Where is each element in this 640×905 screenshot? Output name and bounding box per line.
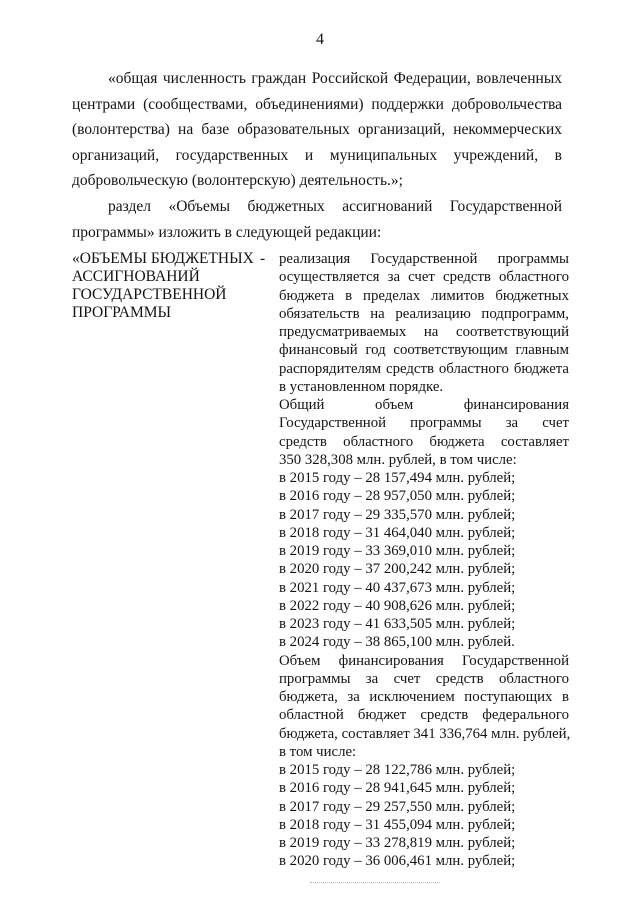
text-line: «общая численность граждан Российской Федерации, вовлеченных	[108, 70, 562, 87]
text-line: осуществляется за счет средств областного	[279, 269, 569, 286]
text-line: программы за счет средств областного	[279, 670, 569, 687]
year-line: в 2016 году – 28 941,645 млн. рублей;	[279, 780, 516, 797]
year-line: в 2017 году – 29 257,550 млн. рублей;	[279, 798, 516, 815]
text-line: бюджета, составляет 341 336,764 млн. рублей,	[279, 725, 571, 742]
year-line: в 2018 году – 31 464,040 млн. рублей;	[279, 524, 516, 541]
table-dash: -	[260, 250, 266, 267]
text-line: добровольческую (волонтерскую) деятельность.»;	[72, 172, 403, 189]
text-line: средств областного бюджета составляет	[279, 433, 569, 450]
year-line: в 2023 году – 41 633,505 млн. рублей;	[279, 616, 516, 632]
quote-paragraph	[72, 66, 562, 194]
year-line: в 2017 году – 29 335,570 млн. рублей;	[279, 506, 516, 523]
heading-line: ПРОГРАММЫ	[72, 304, 172, 321]
text-line: бюджета в пределах лимитов бюджетных	[279, 287, 569, 304]
year-line: в 2015 году – 28 157,494 млн. рублей;	[279, 470, 516, 486]
text-line: Общий объем финансирования	[279, 397, 569, 413]
table-left-heading	[72, 250, 257, 322]
text-line: в том числе:	[279, 743, 357, 760]
text-line: организаций, государственных и муниципальных учреждений, в	[72, 146, 562, 164]
year-line: в 2022 году – 40 908,626 млн. рублей;	[279, 597, 516, 614]
year-line: в 2020 году – 37 200,242 млн. рублей;	[279, 561, 516, 578]
section-paragraph	[72, 194, 562, 245]
year-line: в 2024 году – 38 865,100 млн. рублей.	[279, 634, 515, 651]
year-line: в 2015 году – 28 122,786 млн. рублей;	[279, 762, 516, 778]
year-line: в 2019 году – 33 369,010 млн. рублей;	[279, 543, 516, 559]
text-line: обязательств на реализацию подпрограмм,	[279, 305, 569, 322]
text-line: раздел «Объемы бюджетных ассигнований Государственной	[108, 198, 562, 215]
year-line: в 2016 году – 28 957,050 млн. рублей;	[279, 488, 516, 505]
text-line: предусматриваемых на соответствующий	[279, 324, 569, 340]
table-right-text	[279, 250, 569, 871]
text-line: программы» изложить в следующей редакции:	[72, 223, 382, 241]
text-line: центрами (сообществами, объединениями) поддержки добровольчества	[72, 95, 562, 113]
text-line: Государственной программы за счет	[279, 415, 569, 432]
text-line: финансовый год соответствующим главным	[279, 342, 569, 359]
text-line: (волонтерства) на базе образовательных организаций, некоммерческих	[72, 121, 562, 138]
text-line: областной бюджет средств федерального	[279, 707, 569, 724]
year-line: в 2019 году – 33 278,819 млн. рублей;	[279, 835, 516, 851]
text-line: 350 328,308 млн. рублей, в том числе:	[279, 451, 517, 468]
year-line: в 2020 году – 36 006,461 млн. рублей;	[279, 853, 516, 870]
year-line: в 2018 году – 31 455,094 млн. рублей;	[279, 816, 516, 833]
text-line: бюджета, за исключением поступающих в	[279, 689, 569, 705]
scan-artifact	[310, 882, 440, 889]
heading-line: ГОСУДАРСТВЕННОЙ	[72, 286, 227, 303]
year-line: в 2021 году – 40 437,673 млн. рублей;	[279, 579, 516, 596]
text-line: распорядителям средств областного бюджета	[279, 360, 569, 377]
text-line: реализация Государственной программы	[279, 251, 569, 267]
text-line: в установленном порядке.	[279, 378, 444, 395]
heading-line: АССИГНОВАНИЙ	[72, 268, 200, 285]
page-number: 4	[316, 31, 324, 48]
text-line: Объем финансирования Государственной	[279, 652, 569, 669]
heading-line: «ОБЪЕМЫ БЮДЖЕТНЫХ	[72, 250, 254, 267]
